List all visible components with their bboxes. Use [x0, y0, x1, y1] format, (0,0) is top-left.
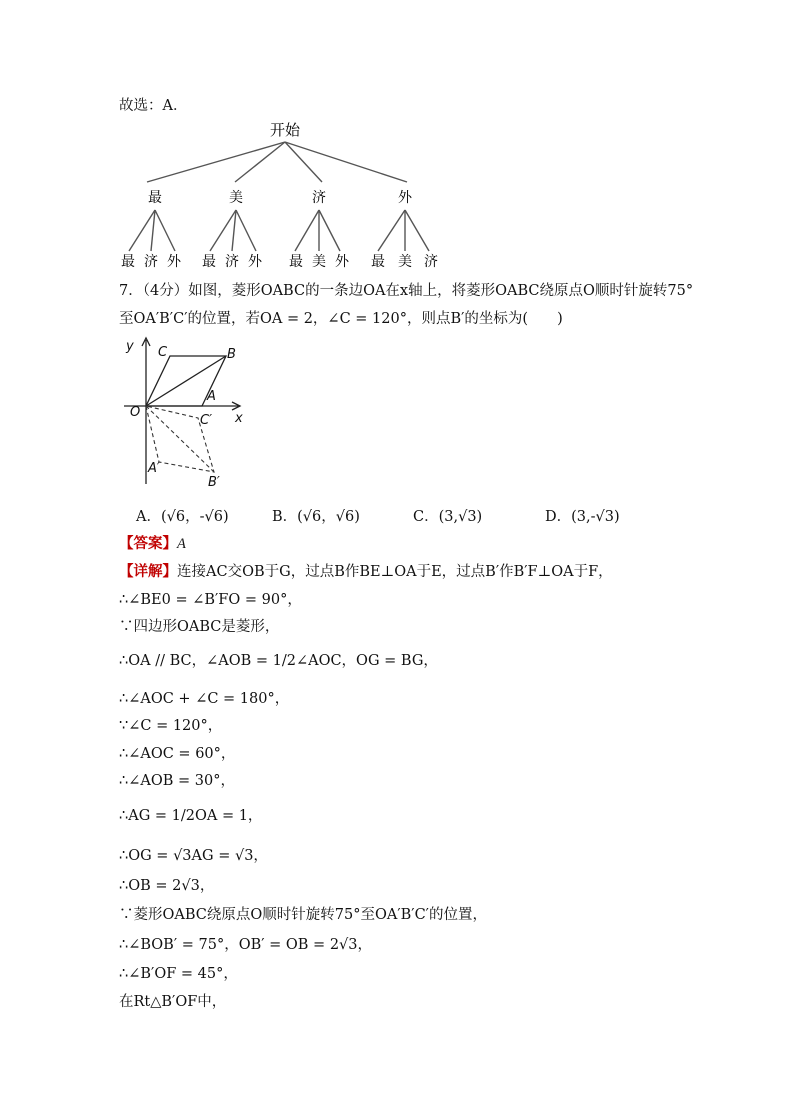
- solution-line-6: ∵∠C = 120°，: [119, 718, 223, 734]
- tree-leaf: 外: [167, 254, 181, 268]
- tree-leaf: 外: [248, 254, 262, 268]
- tree-leaf: 最: [289, 254, 303, 268]
- question-line-2: 至OA′B′C′的位置，若OA = 2，∠C = 120°，则点B′的坐标为( ): [119, 311, 563, 327]
- tree-leaf: 美: [398, 254, 412, 268]
- solution-line-11: ∴OB = 2√3，: [119, 878, 215, 894]
- solution-line-10: ∴OG = √3AG = √3，: [119, 848, 268, 864]
- tree-diagram: [112, 118, 442, 268]
- tree-leaf: 最: [371, 254, 385, 268]
- label-C-prime: C′: [200, 413, 213, 428]
- tree-leaf: 美: [312, 254, 326, 268]
- solution-line-2: ∴∠BE0 = ∠B′FO = 90°，: [119, 592, 302, 608]
- tree-root: 开始: [269, 121, 301, 139]
- tree-node-l1-2: 美: [229, 190, 243, 206]
- solution-line-7: ∴∠AOC = 60°，: [119, 746, 236, 762]
- solution-line-8: ∴∠AOB = 30°，: [119, 773, 235, 789]
- solution-line-14: ∴∠B′OF = 45°，: [119, 966, 238, 982]
- label-x: x: [235, 411, 243, 426]
- tree-leaf: 最: [121, 254, 135, 268]
- previous-answer-line: 故选：A．: [119, 98, 188, 114]
- label-O: O: [130, 405, 141, 420]
- question-line-1: 7．（4分）如图，菱形OABC的一条边OA在x轴上，将菱形OABC绕原点O顺时针旋转75°: [119, 283, 694, 299]
- rhombus-figure: [118, 336, 258, 496]
- option-c[interactable]: C．(3,√3): [413, 509, 483, 525]
- tree-leaf: 济: [424, 254, 438, 268]
- solution-line-15: 在Rt△B′OF中，: [119, 994, 227, 1010]
- tree-leaf: 济: [225, 254, 239, 268]
- tree-node-l1-1: 最: [148, 190, 162, 206]
- answer-line: [119, 534, 186, 554]
- label-B: B: [227, 347, 236, 362]
- solution-tag: 【详解】: [119, 563, 177, 580]
- tree-leaf: 外: [335, 254, 349, 268]
- tree-leaf: 最: [202, 254, 216, 268]
- solution-line-4: ∴OA // BC，∠AOB = 1/2∠AOC，OG = BG，: [119, 653, 438, 669]
- tree-leaf: 济: [144, 254, 158, 268]
- label-y: y: [126, 339, 134, 354]
- solution-line-12: ∵菱形OABC绕原点O顺时针旋转75°至OA′B′C′的位置，: [119, 907, 487, 923]
- solution-line-9: ∴AG = 1/2OA = 1，: [119, 808, 263, 824]
- tree-node-l1-4: 外: [398, 190, 412, 206]
- answer-value: A: [177, 536, 186, 552]
- option-b[interactable]: B．(√6，√6): [272, 509, 360, 525]
- solution-line-13: ∴∠BOB′ = 75°，OB′ = OB = 2√3，: [119, 937, 373, 953]
- label-B-prime: B′: [208, 475, 220, 490]
- label-C: C: [158, 345, 168, 360]
- solution-line-1: 【详解】连接AC交OB于G，过点B作BE⊥OA于E，过点B′作B′F⊥OA于F，: [119, 563, 613, 580]
- label-A-prime: A′: [148, 461, 160, 476]
- solution-line-5: ∴∠AOC + ∠C = 180°，: [119, 691, 290, 707]
- tree-node-l1-3: 济: [312, 190, 326, 206]
- option-a[interactable]: A．(√6，-√6): [136, 509, 229, 525]
- option-d[interactable]: D．(3,-√3): [545, 509, 620, 525]
- solution-line-3: ∵四边形OABC是菱形，: [119, 619, 280, 635]
- answer-tag: 【答案】: [119, 535, 177, 552]
- label-A: A: [207, 389, 216, 404]
